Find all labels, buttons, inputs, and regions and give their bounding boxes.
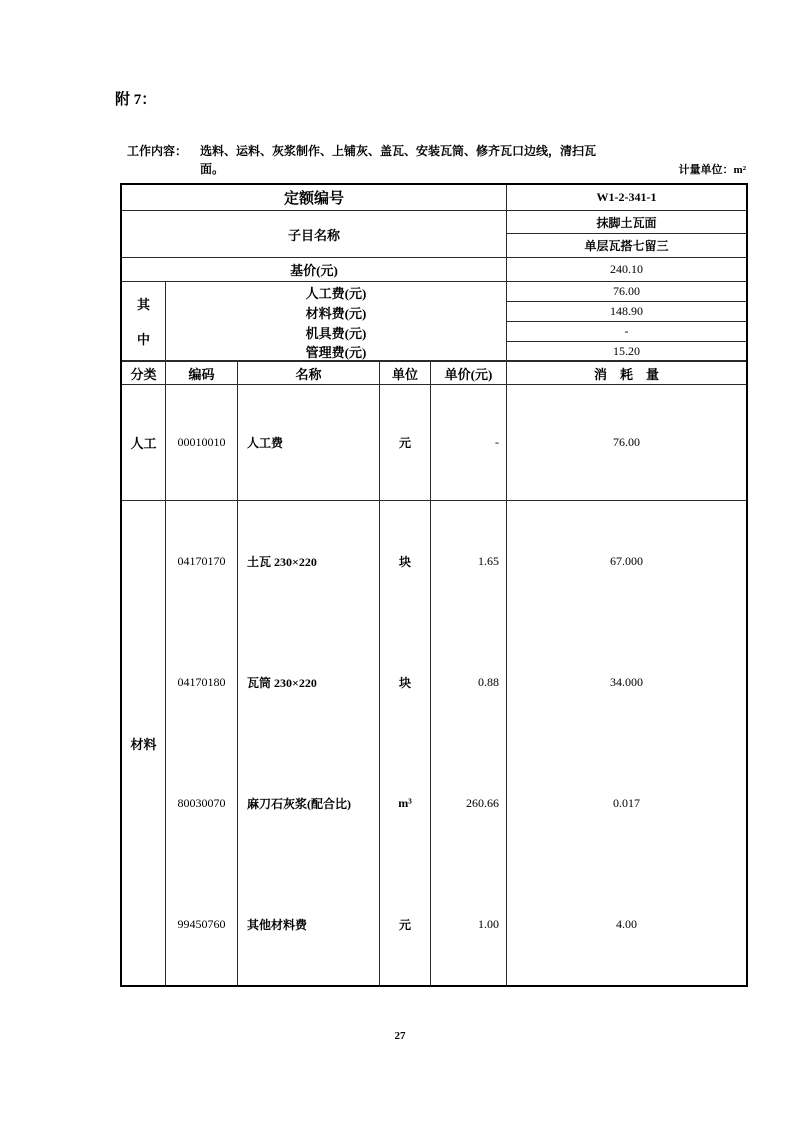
among-label-top: 其 <box>136 297 150 312</box>
subitem-label: 子目名称 <box>122 211 507 258</box>
col-header-code: 编码 <box>166 362 238 385</box>
labor-consumption: 76.00 <box>507 385 746 501</box>
fee-label-management: 管理费(元) <box>166 342 507 362</box>
fee-label-material: 材料费(元) <box>166 302 507 322</box>
col-header-category: 分类 <box>122 362 166 385</box>
quota-no-label: 定额编号 <box>122 185 507 211</box>
material-code: 99450760 <box>177 917 226 931</box>
material-price: 260.66 <box>466 796 499 810</box>
fee-value-material: 148.90 <box>507 302 746 322</box>
base-price-value: 240.10 <box>507 258 746 282</box>
labor-name: 人工费 <box>238 385 380 501</box>
labor-category-label: 人工 <box>122 385 166 501</box>
fee-label-machine: 机具费(元) <box>166 322 507 342</box>
measure-unit-note: 计量单位：m² <box>678 164 746 176</box>
work-content-line2: 面。 <box>200 162 225 176</box>
material-unit: 块 <box>398 676 411 690</box>
fee-value-labor: 76.00 <box>507 282 746 302</box>
col-header-name: 名称 <box>238 362 380 385</box>
material-code: 04170170 <box>177 554 226 568</box>
fee-label-labor: 人工费(元) <box>166 282 507 302</box>
material-price: 1.65 <box>478 554 499 568</box>
material-unit: m³ <box>398 796 412 810</box>
among-label-bottom: 中 <box>136 332 150 347</box>
material-price: 0.88 <box>478 675 499 689</box>
subitem-name-2: 单层瓦搭七留三 <box>507 234 746 258</box>
material-name-column <box>238 501 380 985</box>
work-content-block <box>127 142 627 178</box>
labor-unit: 元 <box>380 385 431 501</box>
material-consumption: 0.017 <box>613 796 640 810</box>
labor-price: - <box>431 385 507 501</box>
material-unit-column <box>380 501 431 985</box>
material-name: 瓦筒 230×220 <box>247 676 317 690</box>
col-header-unit: 单位 <box>380 362 431 385</box>
material-price: 1.00 <box>478 917 499 931</box>
quota-table <box>120 183 748 987</box>
material-category-label: 材料 <box>122 501 166 985</box>
appendix-title: 附 7： <box>115 92 157 108</box>
material-name: 麻刀石灰浆(配合比) <box>247 797 351 811</box>
material-code: 80030070 <box>177 796 226 810</box>
material-consumption-column <box>507 501 746 985</box>
material-consumption: 4.00 <box>616 917 637 931</box>
material-code-column <box>166 501 238 985</box>
fee-value-machine: - <box>507 322 746 342</box>
work-content-line1: 选料、运料、灰浆制作、上铺灰、盖瓦、安装瓦筒、修齐瓦口边线，清扫瓦 <box>200 144 597 158</box>
among-label <box>122 282 166 362</box>
material-name: 其他材料费 <box>247 918 308 932</box>
base-price-label: 基价(元) <box>122 258 507 282</box>
work-content-text <box>200 142 610 178</box>
page-number: 27 <box>394 1030 406 1042</box>
material-consumption: 34.000 <box>610 675 643 689</box>
material-consumption: 67.000 <box>610 554 643 568</box>
material-price-column <box>431 501 507 985</box>
fee-value-management: 15.20 <box>507 342 746 362</box>
material-unit: 元 <box>398 918 411 932</box>
material-unit: 块 <box>398 555 411 569</box>
labor-code: 00010010 <box>166 385 238 501</box>
quota-no-value: W1-2-341-1 <box>507 185 746 211</box>
col-header-price: 单价(元) <box>431 362 507 385</box>
work-content-label: 工作内容： <box>127 144 188 158</box>
subitem-name-1: 抹脚土瓦面 <box>507 211 746 234</box>
col-header-consumption: 消 耗 量 <box>507 362 746 385</box>
material-name: 土瓦 230×220 <box>247 555 317 569</box>
material-code: 04170180 <box>177 675 226 689</box>
